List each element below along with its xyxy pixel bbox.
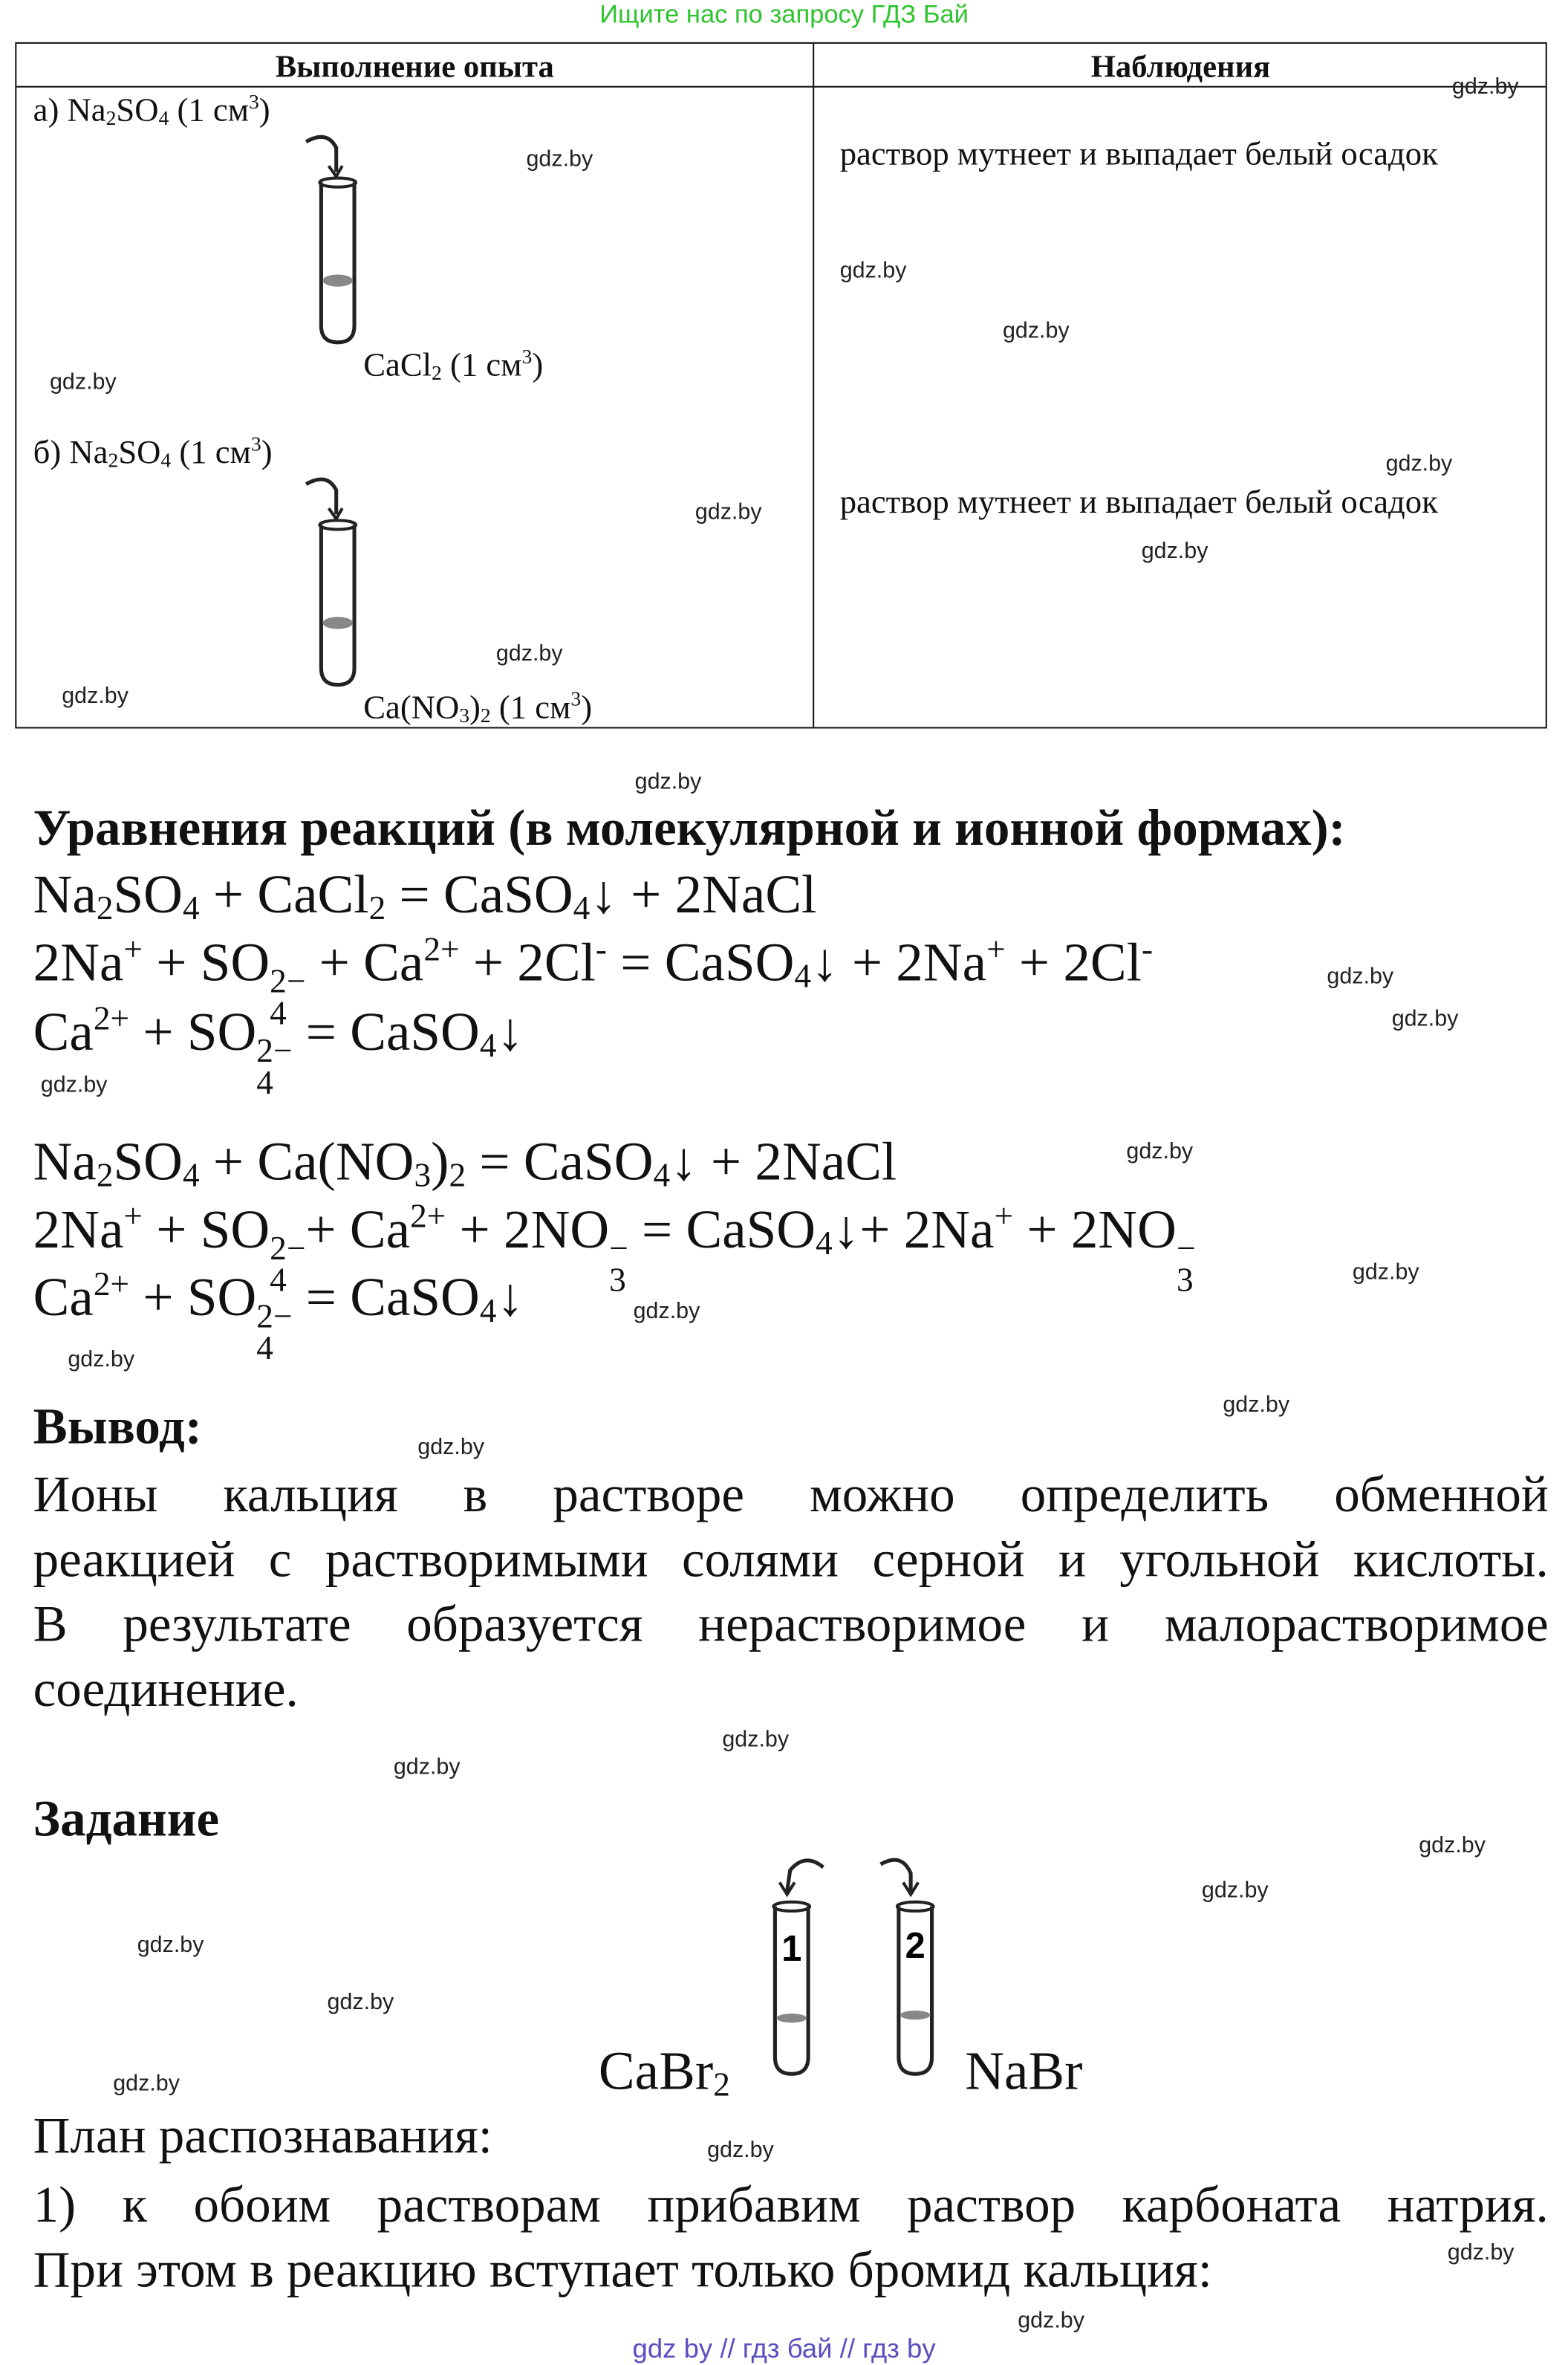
conclusion-line: соединение. [33, 1662, 299, 1719]
formula-text: Ca [33, 1001, 94, 1063]
test-tube-icon [294, 472, 370, 692]
tube-number-1: 1 [781, 1929, 802, 1969]
formula-text: + SO [142, 932, 270, 993]
row-b-label [33, 432, 273, 472]
superscript: 2+ [93, 999, 130, 1037]
watermark: gdz.by [40, 1072, 108, 1098]
test-tube-icon [294, 130, 370, 350]
footer-links[interactable]: gdz by // гдз бай // гдз by [632, 2333, 936, 2364]
superscript: 2− [256, 1297, 293, 1335]
numbered-test-tubes-icon [754, 1852, 965, 2082]
watermark: gdz.by [526, 146, 593, 172]
formula-text: + SO [129, 1001, 257, 1063]
superscript: 2− [270, 1229, 306, 1267]
formula-text: б) Na [33, 432, 108, 471]
plan-heading: План распознавания: [33, 2108, 492, 2165]
subscript: 2 [432, 361, 442, 385]
row-a-reagent [363, 345, 544, 385]
formula-text: SO [118, 432, 161, 471]
header-observations: Наблюдения [1090, 48, 1271, 85]
watermark: gdz.by [113, 2071, 180, 2097]
formula-text: SO [113, 1131, 183, 1192]
watermark: gdz.by [1223, 1392, 1290, 1418]
watermark: gdz.by [417, 1434, 485, 1461]
subscript: 4 [182, 889, 200, 927]
subscript: 4 [479, 1026, 497, 1065]
formula-text: + SO [129, 1267, 257, 1328]
formula-text: Ca [33, 1267, 94, 1328]
watermark: gdz.by [707, 2137, 774, 2164]
conclusion-line: Ионы кальция в растворе можно определить обменной [33, 1467, 1549, 1524]
superscript: 3 [250, 432, 261, 455]
search-banner[interactable]: Ищите нас по запросу ГДЗ Бай [599, 0, 969, 29]
subscript: 4 [256, 1329, 273, 1367]
ion-charge [1176, 1229, 1196, 1299]
header-divider [16, 86, 1545, 88]
formula-text: + 2NO [446, 1198, 610, 1260]
row-a-observation: раствор мутнеет и выпадает белый осадок [839, 134, 1438, 172]
formula-text: ↓+ 2Na [832, 1198, 995, 1260]
formula-text: ) [581, 687, 593, 726]
subscript: 4 [256, 1063, 273, 1101]
superscript: 2+ [410, 1197, 446, 1235]
watermark: gdz.by [1385, 450, 1453, 477]
subscript: 3 [1176, 1261, 1194, 1299]
superscript: + [986, 930, 1006, 968]
watermark: gdz.by [1451, 74, 1519, 100]
superscript: + [123, 1197, 143, 1235]
plan-line: При этом в реакцию вступает только бромид кальция: [33, 2242, 1212, 2299]
watermark: gdz.by [62, 683, 129, 710]
watermark: gdz.by [327, 1989, 394, 2016]
watermark: gdz.by [1327, 964, 1394, 990]
subscript: 3 [414, 1155, 432, 1194]
watermark: gdz.by [393, 1754, 461, 1780]
formula-text: + SO [142, 1198, 270, 1260]
ion-charge [609, 1229, 628, 1299]
row-b-reagent [363, 687, 593, 727]
superscript: 2+ [93, 1265, 130, 1303]
watermark: gdz.by [1002, 318, 1070, 344]
superscript: 2+ [423, 930, 460, 968]
formula-text: (1 см [441, 345, 522, 383]
superscript: - [1141, 930, 1154, 968]
conclusion-heading: Вывод: [33, 1399, 202, 1456]
subscript: 4 [158, 106, 169, 130]
formula-text: ↓ + 2Na [811, 932, 987, 993]
subscript: 4 [160, 449, 172, 472]
watermark: gdz.by [839, 258, 907, 284]
superscript: + [123, 930, 143, 968]
row-b-observation: раствор мутнеет и выпадает белый осадок [839, 482, 1438, 521]
formula-text: (1 см [169, 90, 249, 129]
formula-text: + CaCl [199, 864, 369, 925]
watermark: gdz.by [634, 769, 702, 795]
formula-text: SO [113, 864, 183, 925]
formula-text: ↓ + 2NaCl [590, 864, 817, 925]
superscript: 2− [256, 1031, 293, 1069]
formula-text: ) [261, 432, 273, 471]
superscript: - [595, 930, 608, 968]
formula-text: + Ca [305, 932, 424, 993]
subscript: 4 [270, 1261, 287, 1299]
formula-text: ↓ [496, 1001, 524, 1063]
equation-1 [33, 864, 817, 927]
formula-text: (1 см [490, 687, 571, 726]
nabr-label [965, 2040, 1083, 2101]
formula-text: ↓ [496, 1267, 524, 1328]
formula-text: = CaSO [607, 932, 795, 993]
subscript: 2 [108, 449, 119, 472]
subscript: 4 [573, 889, 591, 927]
watermark: gdz.by [68, 1346, 135, 1373]
ion-charge [256, 1031, 293, 1101]
formula-text: + 2NO [1013, 1198, 1177, 1260]
header-procedure: Выполнение опыта [275, 48, 554, 85]
watermark: gdz.by [633, 1298, 700, 1325]
formula-text: Na [33, 1131, 97, 1192]
subscript: 3 [459, 704, 470, 727]
subscript: 4 [816, 1224, 833, 1262]
subscript: 2 [713, 2065, 730, 2103]
formula-text: + 2Cl [459, 932, 596, 993]
watermark: gdz.by [1352, 1259, 1419, 1285]
formula-text: Na [33, 864, 97, 925]
cabr2-label [598, 2040, 730, 2103]
subscript: 4 [479, 1291, 497, 1330]
watermark: gdz.by [1391, 1006, 1459, 1032]
watermark: gdz.by [1126, 1138, 1194, 1165]
equation-4 [33, 1131, 897, 1194]
row-a-label [33, 90, 270, 130]
formula-text: ) [258, 90, 270, 129]
superscript: 3 [248, 90, 259, 113]
subscript: 4 [182, 1155, 200, 1194]
formula-text: NaBr [965, 2040, 1083, 2101]
watermark: gdz.by [694, 499, 762, 525]
formula-text: CaCl [363, 345, 432, 383]
superscript: − [1176, 1229, 1196, 1267]
formula-text: ) [431, 1131, 449, 1192]
ion-charge [256, 1297, 293, 1367]
formula-text: = CaSO [386, 864, 573, 925]
formula-text: ) [532, 345, 544, 383]
superscript: 3 [570, 687, 582, 710]
formula-text: + 2Cl [1005, 932, 1142, 993]
subscript: 4 [794, 956, 812, 995]
formula-text: + Ca [305, 1198, 411, 1260]
watermark: gdz.by [1201, 1878, 1269, 1904]
formula-text: (1 см [171, 432, 251, 471]
subscript: 4 [653, 1155, 671, 1194]
formula-text: 2Na [33, 932, 124, 993]
formula-text: CaBr [598, 2040, 714, 2101]
task-heading: Задание [33, 1791, 220, 1848]
formula-text: + Ca(NO [199, 1131, 414, 1192]
subscript: 2 [480, 704, 491, 727]
superscript: 3 [521, 345, 533, 368]
formula-text: ) [469, 687, 481, 726]
formula-text: Ca(NO [363, 687, 460, 726]
watermark: gdz.by [1018, 2307, 1084, 2334]
formula-text: SO [116, 90, 159, 129]
plan-line: 1) к обоим растворам прибавим раствор карбоната натрия. [33, 2178, 1549, 2234]
subscript: 4 [270, 993, 287, 1032]
subscript: 2 [449, 1155, 466, 1194]
watermark: gdz.by [1447, 2239, 1515, 2266]
watermark: gdz.by [1419, 1832, 1486, 1858]
subscript: 2 [96, 1155, 114, 1194]
watermark: gdz.by [49, 369, 117, 395]
watermark: gdz.by [495, 640, 563, 667]
watermark: gdz.by [1141, 538, 1208, 565]
subscript: 3 [609, 1261, 626, 1299]
watermark: gdz.by [137, 1932, 204, 1958]
subscript: 2 [368, 889, 386, 927]
conclusion-line: реакцией с растворимыми солями серной и угольной кислоты. [33, 1532, 1549, 1589]
formula-text: = CaSO [628, 1198, 816, 1260]
superscript: 2− [270, 961, 306, 1000]
formula-text: = CaSO [292, 1267, 480, 1328]
column-divider [813, 44, 814, 727]
equations-heading: Уравнения реакций (в молекулярной и ионной формах): [33, 800, 1346, 857]
formula-text: = CaSO [466, 1131, 654, 1192]
formula-text: 2Na [33, 1198, 124, 1260]
conclusion-line: В результате образуется нерастворимое и малорастворимое [33, 1597, 1549, 1653]
formula-text: = CaSO [292, 1001, 480, 1063]
watermark: gdz.by [722, 1727, 790, 1753]
subscript: 2 [96, 889, 114, 927]
tube-number-2: 2 [905, 1925, 925, 1966]
formula-text: ↓ + 2NaCl [670, 1131, 897, 1192]
subscript: 2 [105, 106, 117, 130]
superscript: − [609, 1229, 628, 1267]
formula-text: а) Na [33, 90, 106, 129]
superscript: + [994, 1197, 1014, 1235]
